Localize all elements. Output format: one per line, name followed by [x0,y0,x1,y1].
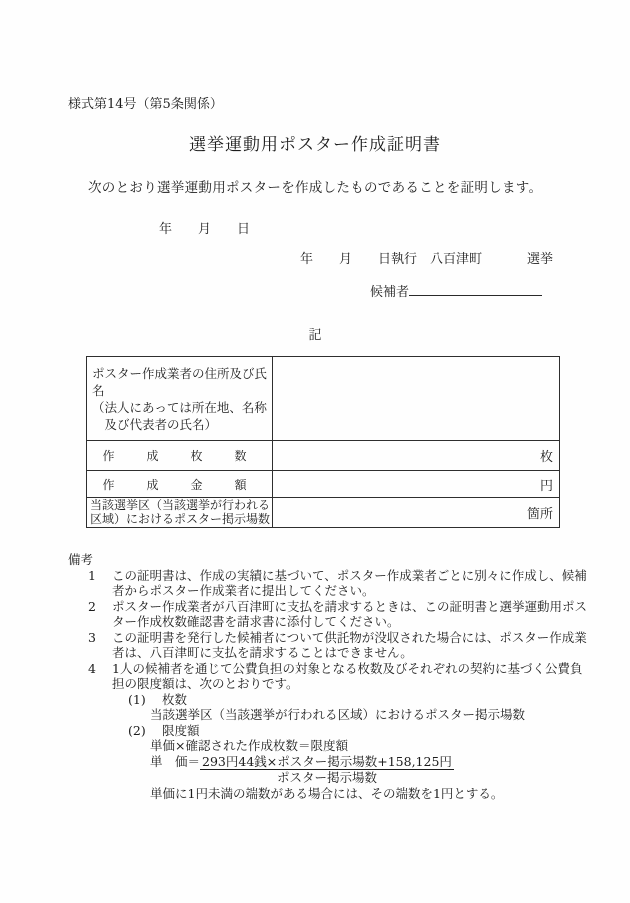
note-item-2 [68,599,592,630]
sheets-label-cell: 作 成 枚 数 [87,441,273,471]
page-title: 選挙運動用ポスター作成証明書 [189,135,441,155]
sub-item-title: 枚数 [162,691,188,707]
note-item-4 [68,661,592,692]
candidate-label: 候補者 [370,285,410,300]
amount-value-cell[interactable] [273,471,560,498]
form-number: 様式第14号（第5条関係） [68,97,223,112]
issue-date-line: 年 月 日 [159,222,251,237]
table-row-sheets [87,441,560,471]
amount-unit-label: 円 [539,478,553,494]
limit-sub-item-1-value: 当該選挙区（当該選挙が行われる区域）におけるポスター掲示場数 [150,707,526,722]
fraction-denominator: ポスター掲示場数 [276,770,377,785]
note-number: 1 [88,567,96,583]
sub-item-number: (1) [128,691,146,707]
unit-price-fraction [200,754,454,786]
election-suffix-label: 選挙 [527,252,554,267]
rounding-note: 単価に1円未満の端数がある場合には、その端数を1円とする。 [150,785,504,801]
unit-price-formula [150,754,592,786]
limit-sub-item-2 [68,723,592,739]
row-label-line: 当該選挙区（当該選挙が行われる [90,498,271,512]
note-text: 1人の候補者を通じて公費負担の対象となる枚数及びそれぞれの契約に基づく公費負担の限度額は、次のとおりです。 [112,660,583,691]
sub-item-title: 限度額 [162,722,200,738]
table-row-poster-sites [87,498,560,528]
notes-heading: 備考 [68,552,94,567]
row-label-line: 区域）におけるポスター掲示場数 [90,511,271,526]
limit-sub-item-1 [68,692,592,708]
poster-maker-value-cell[interactable] [273,357,560,441]
election-execution-line [300,248,580,267]
note-number: 2 [88,598,96,614]
table-row-amount [87,471,560,498]
sub-item-number: (2) [128,722,146,738]
note-text: ポスター作成業者が八百津町に支払を請求するときは、この証明書と選挙運動用ポスター作成枚数確認書を請求書に添付してください。 [112,598,588,629]
amount-label-cell: 作 成 金 額 [87,471,273,498]
notes-section [68,552,592,801]
intro-text: 次のとおり選挙運動用ポスターを作成したものであることを証明します。 [88,180,543,196]
fraction-numerator: 293円44銭×ポスター掲示場数+158,125円 [202,753,452,769]
unit-price-prefix: 単 価＝ [150,753,201,769]
note-text: この証明書を発行した候補者について供託物が没収された場合には、ポスター作成業者は、八百津町に支払を請求することはできません。 [112,629,587,660]
limit-formula: 単価×確認された作成枚数＝限度額 [150,738,348,753]
note-number: 4 [88,660,96,676]
poster-sites-value-cell[interactable] [273,498,560,528]
poster-maker-label-cell [87,357,273,441]
row-label-line: ポスター作成業者の住所及び氏名 [92,365,268,398]
poster-sites-unit-label: 箇所 [526,507,553,522]
row-label-line: （法人にあっては所在地、名称 [92,399,267,415]
poster-sites-label-cell [87,498,273,528]
certificate-table [86,356,560,528]
execution-date-municipality: 年 月 日執行 八百津町 [300,252,483,267]
note-item-3 [68,630,592,661]
ki-heading: 記 [308,328,322,343]
candidate-line [370,281,542,300]
candidate-name-blank[interactable] [409,281,542,296]
sheets-value-cell[interactable] [273,441,560,471]
note-item-1 [68,568,592,599]
row-label-line: 及び代表者の氏名） [92,416,218,432]
note-number: 3 [88,629,96,645]
note-text: この証明書は、作成の実績に基づいて、ポスター作成業者ごとに別々に作成し、候補者からポスター作成業者に提出してください。 [112,567,587,598]
sheets-unit-label: 枚 [539,450,553,465]
table-row-poster-maker [87,357,560,441]
